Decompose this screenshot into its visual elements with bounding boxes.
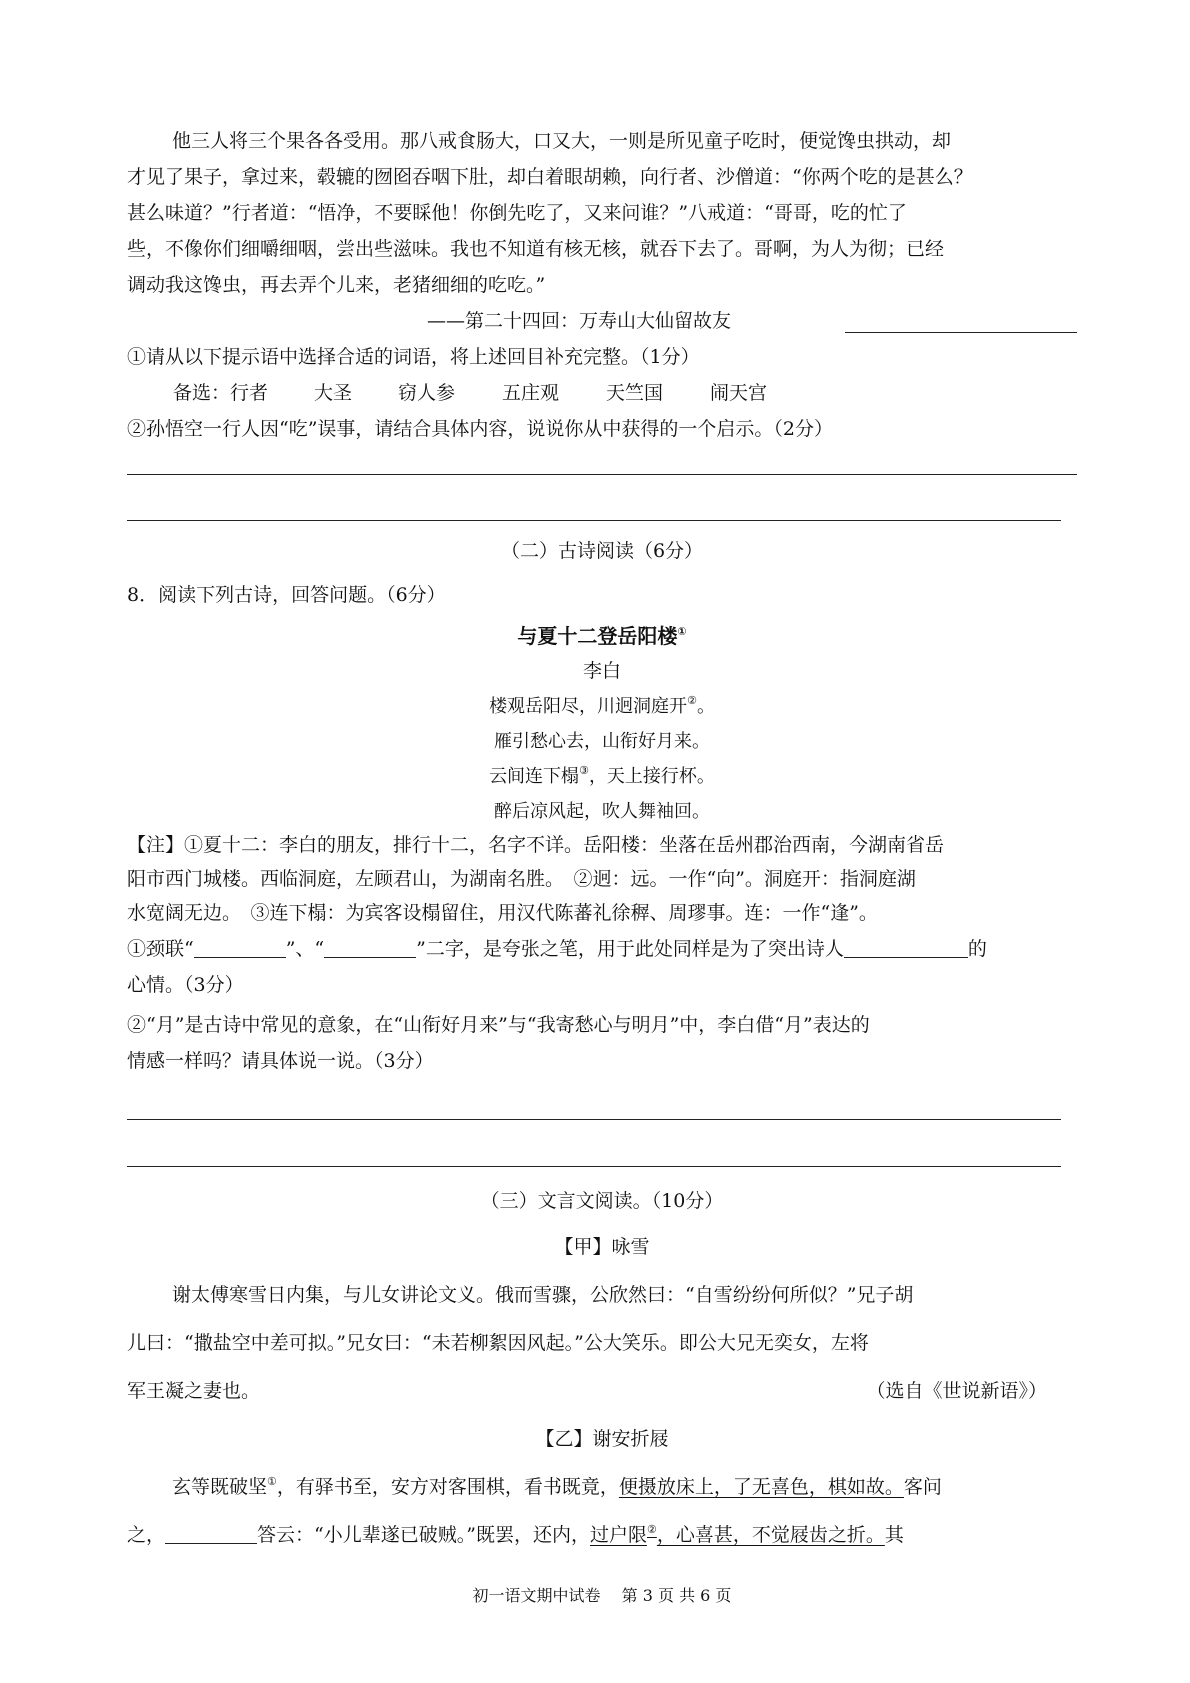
poem-line-1 [127,692,1077,718]
jia-source: （选自《世说新语》） [866,1380,1047,1402]
story-line-1: 他三人将三个果各各受用。那八戒食肠大，口又大，一则是所见童子吃时，便觉馋虫拱动，却 [172,130,952,152]
footnote-marker: ③ [579,764,589,777]
underlined-sentence: ，心喜甚，不觉屐齿之折。 [656,1524,885,1546]
poem-line-end: ，天上接行杯。 [588,766,715,787]
yi-text: 答云：“小儿辈遂已破贼。”既罢，还内， [257,1524,590,1546]
footnote-marker: ② [687,694,697,707]
yi-line-2 [127,1523,1077,1547]
footnote-marker: ① [677,625,687,638]
story-line-4: 些，不像你们细嚼细咽，尝出些滋味。我也不知道有核无核，就吞下去了。哥啊，为人为彻；已经 [127,238,945,260]
yi-text: 其 [884,1524,904,1546]
poem-line-4: 醉后凉风起，吹人舞袖回。 [494,801,710,822]
options-label: 备选： [173,382,231,404]
story-line-5: 调动我这馋虫，再去弄个儿来，老猪细细的吃吃。” [127,274,546,296]
story-line-2: 才见了果子，拿过来，毂辘的囫囵吞咽下肚，却白着眼胡赖，向行者、沙僧道：“你两个吃的是甚么？ [127,166,973,188]
poem-author: 李白 [582,660,621,682]
chapter-answer-blank[interactable] [845,332,1077,333]
q8-sub2-cont: 情感一样吗？请具体说一说。（3分） [127,1050,434,1072]
story-line-3: 甚么味道？”行者道：“悟净，不要睬他！你倒先吃了，又来问谁？”八戒道：“哥哥，吃的忙了 [127,202,907,224]
option-6: 闹天宫 [710,382,768,404]
answer-blank[interactable] [165,1525,257,1544]
poem-line-3 [127,762,1077,788]
answer-line[interactable] [127,520,1061,521]
yi-line-1 [127,1475,1077,1499]
yi-text: ，有驿书至，安方对客围棋，看书既竟， [276,1476,619,1498]
q7-options [173,381,1123,405]
yi-text: 客问 [903,1476,942,1498]
q8-sub1-text: ”二字，是夸张之笔，用于此处同样是为了突出诗人 [416,938,844,960]
answer-line[interactable] [127,1166,1061,1167]
q8-sub1-text: ”、“ [285,938,325,960]
poem-title [127,620,1077,649]
chapter-title: ——第二十四回：万寿山大仙留故友 [427,310,732,332]
answer-blank[interactable] [324,939,416,958]
jia-title: 【甲】咏雪 [554,1236,650,1258]
jia-line-1: 谢太傅寒雪日内集，与儿女讲论文义。俄而雪骤，公欣然曰：“自雪纷纷何所似？”兄子胡 [172,1284,914,1306]
q7-sub2: ②孙悟空一行人因“吃”误事，请结合具体内容，说说你从中获得的一个启示。（2分） [127,418,834,440]
option-4: 五庄观 [502,382,560,404]
yi-text: 之， [127,1524,166,1546]
poem-line-end: 。 [696,696,715,717]
q8-sub1-cont: 心情。（3分） [127,974,244,996]
page-footer: 初一语文期中试卷 第 3 页 共 6 页 [472,1586,732,1605]
q8-sub1-text: ①颈联“ [127,938,194,960]
footnote-marker: ② [646,1523,657,1536]
answer-line[interactable] [127,1119,1061,1120]
jia-line-3: 军王凝之妻也。 [127,1380,261,1402]
option-5: 天竺国 [606,382,664,404]
q8-prompt: 8．阅读下列古诗，回答问题。（6分） [127,584,446,606]
answer-line[interactable] [127,474,1077,475]
underlined-sentence: 过户限 [589,1524,647,1546]
poem-line-2: 雁引愁心去，山衔好月来。 [494,731,710,752]
section3-heading: （三）文言文阅读。（10分） [480,1190,724,1212]
option-1: 行者 [230,382,269,404]
jia-line-2: 儿曰：“撒盐空中差可拟。”兄女曰：“未若柳絮因风起。”公大笑乐。即公大兄无奕女，左将 [127,1332,869,1354]
yi-text: 玄等既破坚 [172,1476,268,1498]
note-line-3: 水宽阔无边。 ③连下榻：为宾客设榻留住，用汉代陈蕃礼徐稺、周璆事。连：一作“逢”。 [127,902,878,924]
underlined-sentence: 便摄放床上，了无喜色，棋如故。 [618,1476,904,1498]
answer-blank[interactable] [194,939,286,958]
q8-sub2: ②“月”是古诗中常见的意象，在“山衔好月来”与“我寄愁心与明月”中，李白借“月”表达的 [127,1014,870,1036]
q7-sub1: ①请从以下提示语中选择合适的词语，将上述回目补充完整。（1分） [127,346,700,368]
q8-sub1-text: 的 [967,938,987,960]
poem-line-text: 云间连下榻 [489,766,580,787]
note-line-2: 阳市西门城楼。西临洞庭，左顾君山，为湖南名胜。 ②迥：远。一作“向”。洞庭开：指洞庭湖 [127,868,916,890]
section2-heading: （二）古诗阅读（6分） [500,540,704,562]
footnote-marker: ① [267,1475,277,1488]
option-3: 窃人参 [398,382,456,404]
yi-title: 【乙】谢安折屐 [535,1428,669,1450]
poem-line-text: 楼观岳阳尽，川迥洞庭开 [489,696,688,717]
q8-sub1 [127,937,1077,961]
note-line-1: 【注】①夏十二：李白的朋友，排行十二，名字不详。岳阳楼：坐落在岳州郡治西南，今湖南省岳 [127,834,945,856]
option-2: 大圣 [314,382,353,404]
poem-title-text: 与夏十二登岳阳楼 [517,624,678,648]
answer-blank[interactable] [844,939,968,958]
